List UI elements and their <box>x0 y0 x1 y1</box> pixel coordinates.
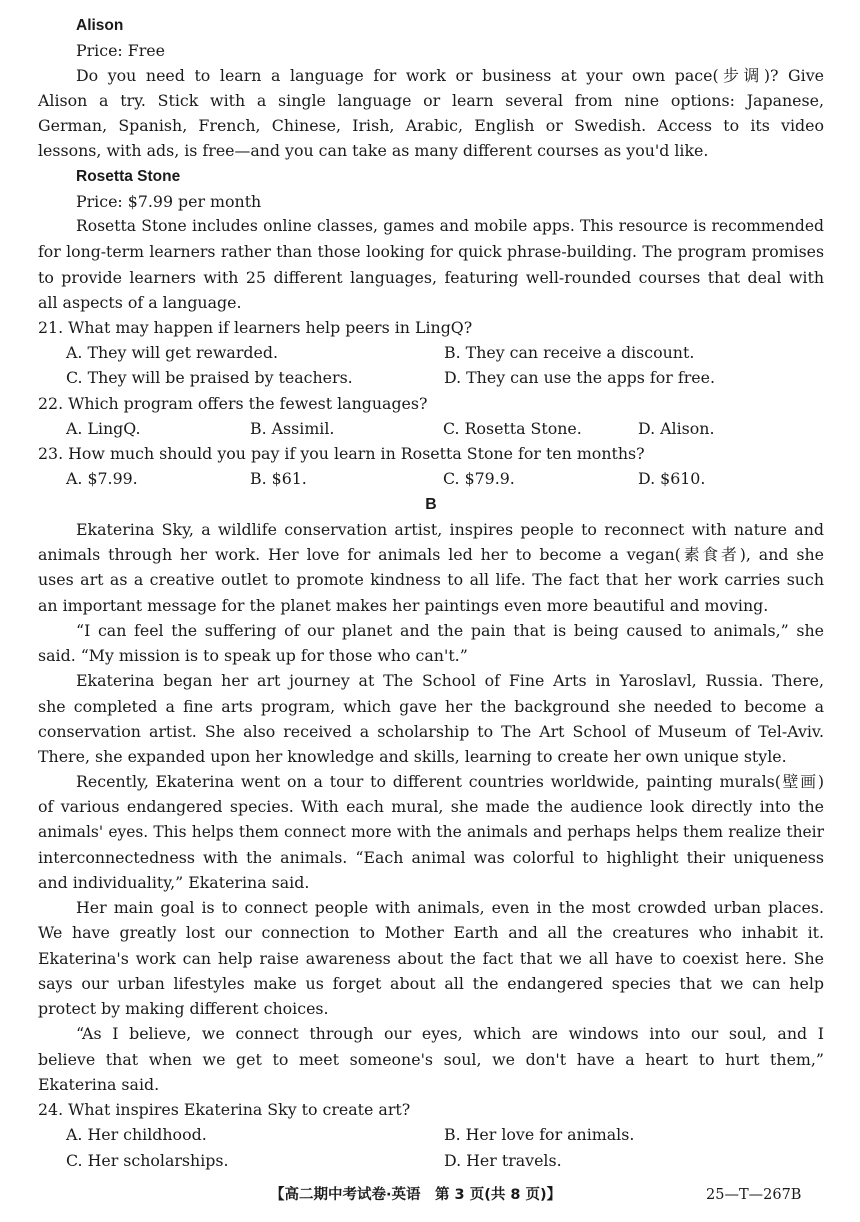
paragraph-line: for long-term learners rather than those looking for quick phrase-building. The program promises <box>38 242 824 261</box>
question-21-stem: 21. What may happen if learners help peers in LingQ? <box>38 318 473 337</box>
paragraph-line: animals' eyes. This helps them connect more with the animals and perhaps helps them realize their <box>38 823 824 841</box>
paragraph-line: Recently, Ekaterina went on a tour to different countries worldwide, painting murals(壁画) <box>76 772 824 791</box>
paragraph-line: “I can feel the suffering of our planet and the pain that is being caused to animals,” she <box>76 621 824 640</box>
paragraph-line: of various endangered species. With each mural, she made the audience look directly into the <box>38 797 824 816</box>
paragraph-line: conservation artist. She also received a scholarship to The Art School of Museum of Tel-Aviv. <box>38 722 824 741</box>
paragraph-line: Ekaterina Sky, a wildlife conservation artist, inspires people to reconnect with nature and <box>76 520 824 539</box>
footer-exam-title: 【高二期中考试卷·英语 第 3 页(共 8 页)】 <box>270 1187 562 1203</box>
question-24-options-row2 <box>66 1148 824 1173</box>
question-23-stem: 23. How much should you pay if you learn in Rosetta Stone for ten months? <box>38 444 645 463</box>
option-a[interactable]: A. $7.99. <box>66 469 138 488</box>
paragraph-line: she completed a fine arts program, which gave her the background she needed to become a <box>38 697 824 716</box>
option-d[interactable]: D. They can use the apps for free. <box>444 368 715 387</box>
option-d[interactable]: D. Her travels. <box>444 1151 562 1170</box>
question-22-stem: 22. Which program offers the fewest languages? <box>38 394 428 413</box>
program-name-rosetta: Rosetta Stone <box>76 168 181 185</box>
paragraph-line: uses art as a creative outlet to promote kindness to all life. The fact that her work carries such <box>38 570 824 589</box>
paragraph-line: Rosetta Stone includes online classes, games and mobile apps. This resource is recommended <box>76 217 824 235</box>
section-b-heading: B <box>425 496 437 513</box>
question-21-options-row2 <box>66 365 824 390</box>
paragraph-line: all aspects of a language. <box>38 293 242 312</box>
paragraph-line: protect by making different choices. <box>38 999 329 1018</box>
option-d[interactable]: D. Alison. <box>638 419 715 438</box>
page-footer <box>0 1182 860 1208</box>
option-c[interactable]: C. $79.9. <box>443 469 515 488</box>
paragraph-line: Ekaterina's work can help raise awareness about the fact that we all have to coexist here. She <box>38 949 824 968</box>
question-23-options <box>66 466 824 491</box>
option-a[interactable]: A. Her childhood. <box>66 1125 207 1144</box>
paragraph-line: believe that when we get to meet someone's soul, we don't have a heart to hurt them,” <box>38 1050 824 1069</box>
paragraph-line: said. “My mission is to speak up for those who can't.” <box>38 646 468 665</box>
paragraph-line: animals through her work. Her love for animals led her to become a vegan(素食者), and she <box>38 545 824 564</box>
price-alison: Price: Free <box>76 41 165 60</box>
option-a[interactable]: A. They will get rewarded. <box>66 343 278 362</box>
option-b[interactable]: B. Her love for animals. <box>444 1125 635 1144</box>
option-b[interactable]: B. They can receive a discount. <box>444 343 695 362</box>
paragraph-line: Ekaterina said. <box>38 1075 160 1094</box>
paragraph-line: to provide learners with 25 different languages, featuring well-rounded courses that deal with <box>38 268 824 287</box>
question-24-options-row1 <box>66 1122 824 1147</box>
question-22-options <box>66 416 824 441</box>
option-b[interactable]: B. Assimil. <box>250 419 335 438</box>
question-21-options-row1 <box>66 340 824 365</box>
option-d[interactable]: D. $610. <box>638 469 706 488</box>
paragraph-line: Do you need to learn a language for work or business at your own pace(步调)? Give <box>76 66 824 85</box>
option-b[interactable]: B. $61. <box>250 469 307 488</box>
option-c[interactable]: C. Her scholarships. <box>66 1151 229 1170</box>
option-c[interactable]: C. They will be praised by teachers. <box>66 368 353 387</box>
paragraph-line: There, she expanded upon her knowledge and skills, learning to create her own unique style. <box>38 747 787 766</box>
paragraph-line: “As I believe, we connect through our eyes, which are windows into our soul, and I <box>76 1024 824 1043</box>
paragraph-line: Alison a try. Stick with a single language or learn several from nine options: Japanese, <box>38 91 824 110</box>
paragraph-line: interconnectedness with the animals. “Each animal was colorful to highlight their uniqueness <box>38 848 824 867</box>
program-name-alison: Alison <box>76 17 124 34</box>
option-a[interactable]: A. LingQ. <box>66 419 141 438</box>
price-rosetta: Price: $7.99 per month <box>76 192 262 211</box>
paragraph-line: Her main goal is to connect people with animals, even in the most crowded urban places. <box>76 898 824 917</box>
paragraph-line: Ekaterina began her art journey at The School of Fine Arts in Yaroslavl, Russia. There, <box>76 671 824 690</box>
footer-paper-code: 25—T—267B <box>706 1187 802 1203</box>
paragraph-line: says our urban lifestyles make us forget about all the endangered species that we can help <box>38 974 824 993</box>
paragraph-line: and individuality,” Ekaterina said. <box>38 873 310 892</box>
question-24-stem: 24. What inspires Ekaterina Sky to create art? <box>38 1100 411 1119</box>
option-c[interactable]: C. Rosetta Stone. <box>443 419 582 438</box>
paragraph-line: an important message for the planet makes her paintings even more beautiful and moving. <box>38 596 769 615</box>
paragraph-line: lessons, with ads, is free—and you can take as many different courses as you'd like. <box>38 141 709 160</box>
paragraph-line: We have greatly lost our connection to Mother Earth and all the creatures who inhabit it. <box>38 923 824 942</box>
paragraph-line: German, Spanish, French, Chinese, Irish, Arabic, English or Swedish. Access to its video <box>38 116 824 135</box>
